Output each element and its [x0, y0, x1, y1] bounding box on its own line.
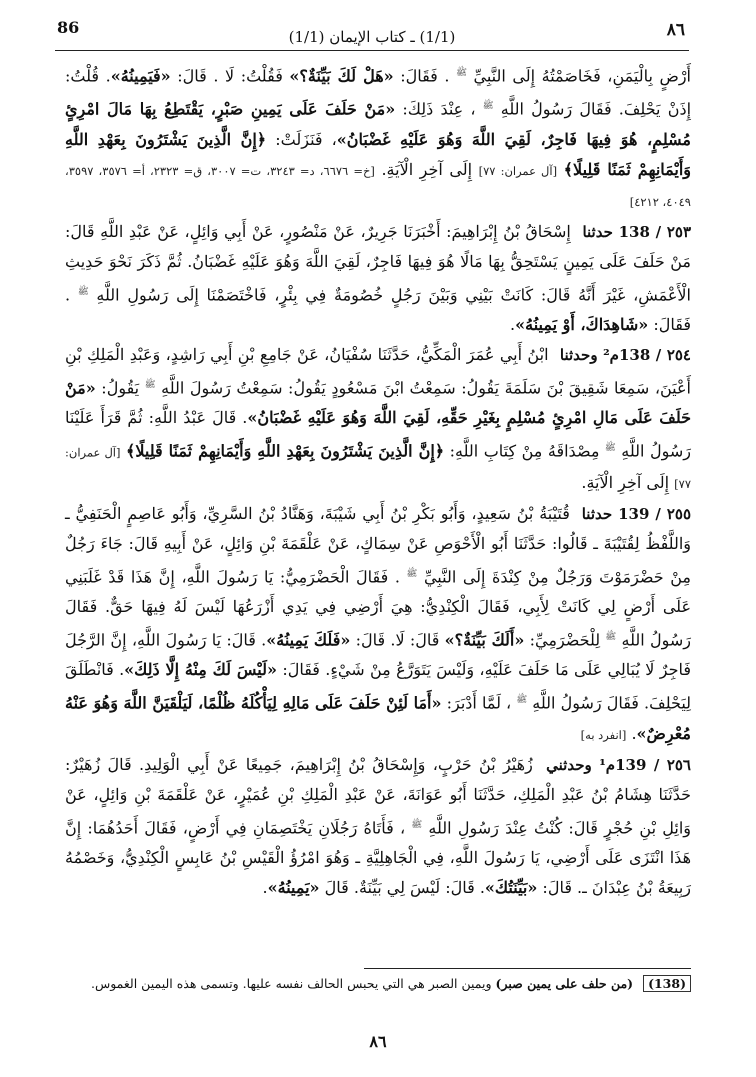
quoted-text: ﴿إِنَّ الَّذِينَ يَشْتَرُونَ بِعَهْدِ اللَّهِ وَأَيْمَانِهِمْ ثَمَنًا قَلِيلًا﴾	[126, 441, 445, 461]
text-run: ، فَأَتَاهُ رَجُلَانِ يَخْتَصِمَانِ فِي أَرْضٍ، فَقَالَ أَحَدُهُمَا: إِنَّ هَذَا انْتَزَى عَلَى أَرْضِي، يَا رَسُولَ اللَّهِ، فِي الْجَاهِلِيَّةِ ـ وَهُوَ امْرُؤُ الْقَيْسِ بْنُ عَابِسٍ الْكِنْدِيُّ، وَخَصْمُهُ رَبِيعَةُ بْنُ عِبْدَانَ ـ. قَالَ:	[65, 817, 691, 897]
text-run: مِصْدَاقَهُ مِنْ كِتَابِ اللَّهِ:	[444, 441, 605, 461]
text-run: . فَانْطَلَقَ لِيَحْلِفَ. فَقَالَ رَسُولُ اللَّهِ	[65, 660, 692, 713]
footnote-label: (138)	[643, 975, 691, 992]
quoted-text: «يَمِينُهُ»	[267, 877, 320, 897]
quoted-text: «بَيِّنَتُكَ»	[484, 877, 538, 897]
reference: [انفرد به]	[580, 727, 627, 742]
main-text	[65, 58, 691, 903]
text-run: ، فَنَزَلَتْ:	[266, 129, 337, 149]
text-run: . فَقَالَ:	[65, 284, 691, 334]
text-run: قُتَيْبَةُ بْنُ سَعِيدٍ، وَأَبُو بَكْرِ بْنُ أَبِي شَيْبَةَ، وَهَنَّادُ بْنُ السَّرِيِّ، وَأَبُو عَاصِمٍ الْحَنَفِيُّ ـ وَاللَّفْظُ لِقُتَيْبَةَ ـ قَالُوا: حَدَّثَنَا أَبُو الْأَحْوَصِ عَنْ سِمَاكٍ، عَنْ عَلْقَمَةَ بْنِ وَائِلٍ، عَنْ أَبِيهِ قَالَ: جَاءَ رَجُلٌ مِنْ حَضْرَمَوْتَ وَرَجُلٌ مِنْ كِنْدَةَ إِلَى النَّبِيِّ	[65, 503, 691, 586]
text-run: إِلَى آخِرِ الْآيَةِ.	[374, 159, 479, 179]
page-header	[55, 14, 689, 51]
text-run: . قَالَ عَبْدُ اللَّهِ: ثُمَّ قَرَأَ عَلَيْنَا رَسُولُ اللَّهِ	[65, 408, 692, 461]
text-run: إِسْحَاقُ بْنُ إِبْرَاهِيمَ: أَخْبَرَنَا جَرِيرٌ، عَنْ مَنْصُورٍ، عَنْ أَبِي وَائِلٍ، عَنْ عَبْدِ اللَّهِ قَالَ: مَنْ حَلَفَ عَلَى يَمِينٍ يَسْتَحِقُّ بِهَا مَالًا هُوَ فِيهَا فَاجِرٌ، لَقِيَ اللَّهَ وَهُوَ عَلَيْهِ غَضْبَانُ. ثُمَّ ذَكَرَ نَحْوَ حَدِيثِ الْأَعْمَشِ، غَيْرَ أَنَّهُ قَالَ: كَانَتْ بَيْنِي وَبَيْنَ رَجُلٍ خُصُومَةٌ فِي بِئْرٍ، فَاخْتَصَمْنَا إِلَى رَسُولِ اللَّهِ	[65, 221, 692, 304]
text-run: لِلْحَضْرَمِيِّ:	[524, 630, 606, 650]
text-run: . قُلْتُ: إِذَنْ يَحْلِفَ. فَقَالَ رَسُولُ اللَّهِ	[65, 66, 692, 119]
hadith-entry	[65, 750, 691, 903]
text-run: . قَالَ: لَيْسَ لِي بَيِّنَةٌ. قَالَ	[319, 877, 485, 897]
quoted-text: «أَمَا لَئِنْ حَلَفَ عَلَى مَالِهِ لِيَأْكُلَهُ ظُلْمًا، لَيَلْقَيَنَّ اللَّهَ وَهُوَ عَنْهُ مُعْرِضٌ»	[65, 693, 691, 743]
text-run: . قَالَ: يَا رَسُولَ اللَّهِ، إِنَّ الرَّجُلَ فَاجِرٌ لَا يُبَالِي عَلَى مَا حَلَفَ عَلَيْهِ، وَلَيْسَ يَتَوَرَّعُ مِنْ شَيْءٍ. فَقَالَ:	[65, 630, 691, 680]
quoted-text: «أَلَكَ بَيِّنَةٌ؟»	[444, 630, 525, 650]
hadith-number: ٢٥٥ / 139 حدثنا	[581, 504, 691, 523]
salla-glyph: ﷺ	[77, 286, 89, 297]
reference: [آل عمران: ٧٧]	[65, 445, 691, 491]
text-run: ، عِنْدَ ذَلِكَ:	[395, 99, 483, 119]
text-run: إِلَى آخِرِ الْآيَةِ.	[581, 472, 675, 492]
footnote	[65, 972, 691, 996]
footnote-heading: (من حلف على يمين صبر)	[495, 976, 634, 991]
text-run: يَقُولُ:	[95, 378, 145, 398]
reference: [خ= ٦٦٧٦، د= ٣٢٤٣، ت= ٣٠٠٧، ق= ٢٣٢٣، أ= ٣٥٧٦، ٣٥٩٧، ٤٠٤٩، ٤٢١٢]	[65, 163, 691, 209]
salla-glyph: ﷺ	[411, 819, 423, 830]
text-run: فَقُلْتُ: لَا . قَالَ:	[170, 66, 290, 86]
text-run: . فَقَالَ:	[393, 66, 457, 86]
page-number-latin: 86	[57, 18, 80, 37]
salla-glyph: ﷺ	[144, 379, 156, 390]
page-number-arabic: ٨٦	[666, 20, 685, 40]
quoted-text: «مَنْ حَلَفَ عَلَى يَمِينِ صَبْرٍ، يَقْتَطِعُ بِهَا مَالَ امْرِئٍ مُسْلِمٍ، هُوَ فِيهَا فَاجِرٌ، لَقِيَ اللَّهَ وَهُوَ عَلَيْهِ غَضْبَانُ»	[65, 99, 691, 149]
hadith-entry	[65, 499, 691, 750]
hadith-number: ٢٥٤ / 138م² وحدثنا	[559, 345, 691, 364]
paragraph	[65, 58, 691, 217]
text-run: قَالَ: لَا. قَالَ:	[350, 630, 445, 650]
salla-glyph: ﷺ	[482, 101, 494, 112]
text-run: ابْنُ أَبِي عُمَرَ الْمَكِّيُّ، حَدَّثَنَا سُفْيَانُ، عَنْ جَامِعِ بْنِ أَبِي رَاشِدٍ، وَعَبْدِ الْمَلِكِ بْنِ أَعْيَنَ، سَمِعَا شَقِيقَ بْنَ سَلَمَةَ يَقُولُ: سَمِعْتُ ابْنَ مَسْعُودٍ يَقُولُ: سَمِعْتُ رَسُولَ اللَّهِ	[65, 344, 692, 398]
reference: [آل عمران: ٧٧]	[478, 163, 558, 178]
quoted-text: «هَلْ لَكَ بَيِّنَةٌ؟»	[289, 66, 394, 86]
text-run: ، لَمَّا أَدْبَرَ:	[441, 693, 517, 713]
salla-glyph: ﷺ	[605, 631, 617, 642]
text-run: .	[626, 723, 637, 743]
quoted-text: «شَاهِدَاكَ، أَوْ يَمِينُهُ»	[515, 314, 649, 334]
salla-glyph: ﷺ	[406, 568, 418, 579]
hadith-number: ٢٥٦ / 139م¹ وحدثني	[546, 755, 691, 774]
quoted-text: «لَيْسَ لَكَ مِنْهُ إِلَّا ذَلِكَ»	[124, 660, 277, 680]
hadith-entry	[65, 340, 691, 499]
quoted-text: ﴿إِنَّ الَّذِينَ يَشْتَرُونَ بِعَهْدِ اللَّهِ وَأَيْمَانِهِمْ ثَمَنًا قَلِيلًا﴾	[65, 129, 692, 179]
quoted-text: «فَيَمِينُهُ»	[110, 66, 171, 86]
footnote-text: ويمين الصبر هي التي يحبس الحالف نفسه عليها. وتسمى هذه اليمين الغموس.	[90, 976, 492, 991]
text-run: .	[262, 877, 268, 897]
quoted-text: «فَلَكَ يَمِينُهُ»	[266, 630, 351, 650]
salla-glyph: ﷺ	[456, 68, 467, 78]
salla-glyph: ﷺ	[604, 443, 616, 454]
footer-page-number: ٨٦	[369, 1032, 387, 1051]
text-run: أَرْضٍ بِالْيَمَنِ، فَخَاصَمْتُهُ إِلَى النَّبِيِّ	[466, 66, 691, 86]
hadith-number: ٢٥٣ / 138 حدثنا	[582, 222, 691, 241]
running-title: (1/1) ـ كتاب الإيمان (1/1)	[288, 28, 456, 46]
salla-glyph: ﷺ	[516, 695, 528, 706]
footnote-divider	[364, 968, 691, 969]
text-run: زُهَيْرُ بْنُ حَرْبٍ، وَإِسْحَاقُ بْنُ إِبْرَاهِيمَ، جَمِيعًا عَنْ أَبِي الْوَلِيدِ. قَالَ زُهَيْرٌ: حَدَّثَنَا هِشَامُ بْنُ عَبْدِ الْمَلِكِ، حَدَّثَنَا أَبُو عَوَانَةَ، عَنْ عَبْدِ الْمَلِكِ بْنِ عُمَيْرٍ، عَنْ عَلْقَمَةَ بْنِ وَائِلٍ، عَنْ وَائِلِ بْنِ حُجْرٍ قَالَ: كُنْتُ عِنْدَ رَسُولِ اللَّهِ	[65, 754, 692, 837]
hadith-entry	[65, 217, 691, 340]
text-run: . فَقَالَ الْحَضْرَمِيُّ: يَا رَسُولَ اللَّهِ، إِنَّ هَذَا قَدْ غَلَبَنِي عَلَى أَرْضٍ لِي كَانَتْ لِأَبِي، فَقَالَ الْكِنْدِيُّ: هِيَ أَرْضِي فِي يَدِي أَزْرَعُهَا لَيْسَ لَهُ فِيهَا حَقٌّ. فَقَالَ رَسُولُ اللَّهِ	[65, 566, 692, 650]
quoted-text: «مَنْ حَلَفَ عَلَى مَالِ امْرِئٍ مُسْلِمٍ بِغَيْرِ حَقِّهِ، لَقِيَ اللَّهَ وَهُوَ عَلَيْهِ غَضْبَانُ»	[65, 378, 692, 428]
text-run: .	[510, 314, 516, 334]
